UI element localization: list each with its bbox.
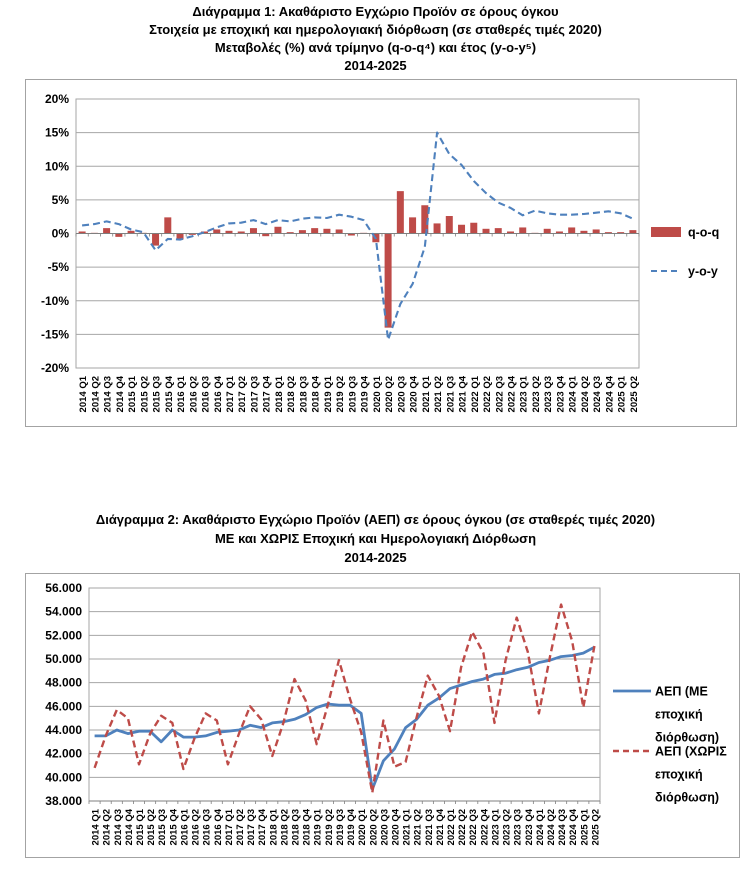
svg-text:2020 Q3: 2020 Q3	[396, 376, 408, 413]
svg-text:ΑΕΠ (ΧΩΡΙΣ: ΑΕΠ (ΧΩΡΙΣ	[655, 744, 727, 759]
svg-text:q-o-q: q-o-q	[688, 225, 720, 240]
svg-text:2023 Q2: 2023 Q2	[501, 809, 513, 846]
svg-text:2014 Q4: 2014 Q4	[114, 376, 126, 413]
svg-text:54.000: 54.000	[45, 604, 82, 619]
svg-text:2023 Q1: 2023 Q1	[490, 809, 502, 846]
svg-text:2017 Q1: 2017 Q1	[223, 809, 235, 846]
svg-text:2025 Q2: 2025 Q2	[590, 809, 602, 846]
svg-text:2023 Q4: 2023 Q4	[523, 809, 535, 846]
svg-text:2020 Q2: 2020 Q2	[384, 376, 396, 413]
svg-text:10%: 10%	[44, 159, 69, 174]
svg-text:2019 Q2: 2019 Q2	[335, 376, 347, 413]
svg-text:50.000: 50.000	[45, 652, 82, 666]
svg-text:2017 Q4: 2017 Q4	[257, 809, 269, 846]
svg-text:2023 Q1: 2023 Q1	[518, 376, 530, 413]
svg-text:2022 Q2: 2022 Q2	[457, 809, 469, 846]
chart2-title	[0, 510, 751, 567]
svg-text:-5%: -5%	[47, 260, 69, 275]
legend	[613, 685, 727, 805]
chart2-title-line3: 2014-2025	[344, 550, 407, 565]
svg-text:2014 Q1: 2014 Q1	[78, 376, 90, 413]
svg-text:2016 Q2: 2016 Q2	[188, 376, 200, 413]
svg-text:2018 Q4: 2018 Q4	[301, 809, 313, 846]
svg-text:56.000: 56.000	[45, 581, 82, 595]
svg-text:2015 Q4: 2015 Q4	[163, 376, 175, 413]
svg-text:5%: 5%	[51, 192, 69, 207]
svg-text:2019 Q1: 2019 Q1	[312, 809, 324, 846]
svg-text:2022 Q3: 2022 Q3	[494, 376, 506, 413]
svg-text:2023 Q4: 2023 Q4	[555, 376, 567, 413]
svg-text:52.000: 52.000	[45, 628, 82, 643]
svg-text:2015 Q4: 2015 Q4	[168, 809, 180, 846]
svg-text:2018 Q4: 2018 Q4	[310, 376, 322, 413]
svg-text:2020 Q1: 2020 Q1	[371, 376, 383, 413]
svg-text:2016 Q3: 2016 Q3	[201, 809, 213, 846]
svg-text:2021 Q4: 2021 Q4	[434, 809, 446, 846]
svg-text:2018 Q2: 2018 Q2	[279, 809, 291, 846]
svg-text:διόρθωση): διόρθωση)	[655, 790, 720, 805]
svg-text:2018 Q1: 2018 Q1	[273, 376, 285, 413]
svg-text:2017 Q2: 2017 Q2	[237, 376, 249, 413]
svg-text:2021 Q2: 2021 Q2	[412, 809, 424, 846]
svg-text:2023 Q2: 2023 Q2	[531, 376, 542, 413]
chart1-title-line3: Μεταβολές (%) ανά τρίμηνο (q-o-q⁴) και έτος (y-o-y⁵)	[214, 40, 537, 55]
svg-text:2025 Q1: 2025 Q1	[616, 376, 628, 413]
legend	[651, 226, 719, 279]
svg-text:-10%: -10%	[40, 293, 69, 308]
svg-text:2023 Q3: 2023 Q3	[543, 376, 555, 413]
svg-text:38.000: 38.000	[45, 794, 82, 808]
svg-text:2024 Q2: 2024 Q2	[546, 809, 557, 846]
chart1-title	[0, 3, 751, 75]
svg-text:y-o-y: y-o-y	[688, 264, 718, 279]
svg-text:2017 Q3: 2017 Q3	[246, 809, 258, 846]
svg-text:εποχική: εποχική	[655, 707, 703, 722]
svg-text:2015 Q2: 2015 Q2	[139, 376, 151, 413]
svg-text:2021 Q2: 2021 Q2	[433, 376, 445, 413]
chart1-title-line4: 2014-2025	[344, 58, 407, 73]
svg-text:2018 Q2: 2018 Q2	[286, 376, 298, 413]
y-axis-labels	[45, 581, 82, 808]
svg-text:2023 Q3: 2023 Q3	[512, 809, 524, 846]
svg-text:42.000: 42.000	[45, 746, 82, 761]
svg-text:2022 Q1: 2022 Q1	[446, 809, 457, 846]
svg-text:2019 Q1: 2019 Q1	[322, 376, 334, 413]
svg-text:2021 Q3: 2021 Q3	[423, 809, 435, 846]
svg-text:2015 Q2: 2015 Q2	[146, 809, 158, 846]
svg-text:2022 Q4: 2022 Q4	[506, 376, 518, 413]
svg-text:ΑΕΠ (ΜΕ: ΑΕΠ (ΜΕ	[655, 684, 708, 699]
svg-text:2018 Q1: 2018 Q1	[268, 809, 280, 846]
svg-text:2021 Q1: 2021 Q1	[420, 376, 432, 413]
chart1-frame	[25, 79, 737, 427]
svg-text:2017 Q3: 2017 Q3	[249, 376, 261, 413]
chart1-svg	[26, 80, 736, 426]
chart1-title-line2: Στοιχεία με εποχική και ημερολογιακή διόρθωση (σε σταθερές τιμές 2020)	[149, 22, 602, 37]
svg-text:15%: 15%	[44, 125, 69, 140]
svg-text:2020 Q4: 2020 Q4	[408, 376, 420, 413]
svg-text:2021 Q4: 2021 Q4	[457, 376, 469, 413]
svg-text:2025 Q2: 2025 Q2	[628, 376, 640, 413]
svg-text:2016 Q4: 2016 Q4	[212, 376, 224, 413]
svg-text:διόρθωση): διόρθωση)	[655, 730, 720, 745]
svg-text:2022 Q3: 2022 Q3	[468, 809, 480, 846]
svg-text:2024 Q2: 2024 Q2	[579, 376, 591, 413]
svg-text:2022 Q4: 2022 Q4	[479, 809, 491, 846]
svg-text:-20%: -20%	[40, 361, 69, 375]
x-axis-labels	[91, 808, 602, 845]
svg-text:2021 Q3: 2021 Q3	[445, 376, 457, 413]
svg-text:2019 Q2: 2019 Q2	[323, 809, 335, 846]
category-axis	[89, 801, 600, 804]
svg-text:2025 Q1: 2025 Q1	[579, 809, 591, 846]
svg-text:2015 Q3: 2015 Q3	[151, 376, 163, 413]
x-axis-labels	[78, 375, 640, 412]
svg-text:48.000: 48.000	[45, 675, 82, 690]
chart2-title-line2: ΜΕ και ΧΩΡΙΣ Εποχική και Ημερολογιακή Διόρθωση	[214, 531, 537, 546]
qoq-bars	[79, 191, 637, 328]
category-axis	[76, 234, 639, 237]
svg-text:2014 Q4: 2014 Q4	[123, 809, 135, 846]
svg-text:2024 Q4: 2024 Q4	[604, 376, 616, 413]
svg-text:2014 Q2: 2014 Q2	[101, 809, 113, 846]
svg-text:2017 Q4: 2017 Q4	[261, 376, 273, 413]
chart2-title-line1: Διάγραμμα 2: Ακαθάριστο Εγχώριο Προϊόν (ΑΕΠ) σε όρους όγκου (σε σταθερές τιμές 2020)	[95, 512, 656, 527]
svg-text:2020 Q3: 2020 Q3	[379, 809, 391, 846]
svg-text:2019 Q4: 2019 Q4	[359, 376, 371, 413]
dashed-line-series-1	[95, 605, 595, 793]
svg-text:2016 Q1: 2016 Q1	[179, 809, 191, 846]
svg-text:40.000: 40.000	[45, 770, 82, 785]
gridlines	[89, 588, 600, 801]
svg-text:20%: 20%	[44, 92, 69, 106]
svg-text:0%: 0%	[51, 226, 69, 241]
svg-text:2022 Q1: 2022 Q1	[469, 376, 481, 413]
svg-text:2019 Q4: 2019 Q4	[346, 809, 358, 846]
chart2-svg	[26, 574, 739, 857]
svg-text:2019 Q3: 2019 Q3	[347, 376, 359, 413]
svg-text:2021 Q1: 2021 Q1	[401, 809, 413, 846]
svg-text:2024 Q3: 2024 Q3	[557, 809, 569, 846]
chart1-title-line1: Διάγραμμα 1: Ακαθάριστο Εγχώριο Προϊόν σε όρους όγκου	[192, 4, 559, 19]
svg-text:2017 Q1: 2017 Q1	[225, 376, 236, 413]
svg-text:2017 Q2: 2017 Q2	[235, 809, 246, 846]
svg-text:2016 Q2: 2016 Q2	[190, 809, 202, 846]
svg-text:2016 Q1: 2016 Q1	[176, 376, 187, 413]
svg-text:2018 Q3: 2018 Q3	[298, 376, 310, 413]
svg-text:2016 Q3: 2016 Q3	[200, 376, 212, 413]
svg-text:2024 Q1: 2024 Q1	[534, 809, 546, 846]
solid-line-series-0	[95, 647, 595, 789]
svg-text:2024 Q1: 2024 Q1	[567, 376, 579, 413]
svg-text:-15%: -15%	[40, 327, 69, 342]
plot-border	[89, 588, 600, 801]
svg-text:2020 Q4: 2020 Q4	[390, 809, 402, 846]
svg-text:2020 Q2: 2020 Q2	[368, 809, 380, 846]
svg-text:2016 Q4: 2016 Q4	[212, 809, 224, 846]
legend-bar-swatch	[651, 227, 681, 237]
chart2-frame	[25, 573, 740, 858]
svg-text:2014 Q2: 2014 Q2	[90, 376, 102, 413]
svg-text:2014 Q3: 2014 Q3	[102, 376, 114, 413]
svg-text:2014 Q3: 2014 Q3	[112, 809, 124, 846]
svg-text:2022 Q2: 2022 Q2	[482, 376, 493, 413]
svg-text:2014 Q1: 2014 Q1	[90, 809, 102, 846]
svg-text:2015 Q3: 2015 Q3	[157, 809, 169, 846]
svg-text:2020 Q1: 2020 Q1	[357, 809, 369, 846]
svg-text:2019 Q3: 2019 Q3	[334, 809, 346, 846]
svg-text:2024 Q4: 2024 Q4	[568, 809, 580, 846]
svg-text:2024 Q3: 2024 Q3	[592, 376, 604, 413]
svg-text:44.000: 44.000	[45, 723, 82, 737]
svg-text:εποχική: εποχική	[655, 767, 703, 782]
svg-text:2015 Q1: 2015 Q1	[135, 809, 146, 846]
svg-text:2015 Q1: 2015 Q1	[127, 376, 139, 413]
svg-text:2018 Q3: 2018 Q3	[290, 809, 302, 846]
y-axis-labels	[41, 92, 69, 375]
svg-text:46.000: 46.000	[45, 699, 82, 714]
